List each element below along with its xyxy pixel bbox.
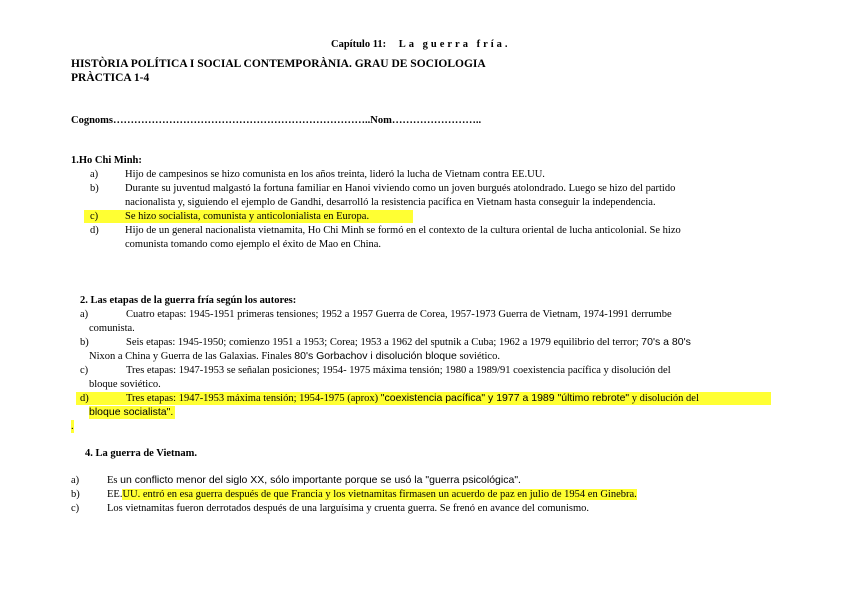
surname-field[interactable]: ……………………………………………………………….. [113,115,371,126]
q2-option-b-text-1-serif: Seis etapas: 1945-1950; comienzo 1951 a 1953; Corea; 1953 a 1962 del sputnik a Cuba; 1962 a 1979 equilibrio del terror; [126,337,642,348]
q1-option-d-text-2: comunista tomando como ejemplo el éxito de Mao en China. [125,239,382,250]
q2-option-b-label: b) [80,337,89,348]
surname-label: Cognoms [71,115,114,126]
q1-option-b-text-1: Durante su juventud malgastó la fortuna familiar en Hanoi viviendo como un joven burgués atolondrado. Luego se hizo del partido [125,183,676,194]
q1-option-c-text: Se hizo socialista, comunista y anticolonialista en Europa. [125,211,370,222]
chapter-topic: La guerra fría. [398,39,511,50]
q4-option-c-text: Los vietnamitas fueron derrotados después de una larguísima y cruenta guerra. Se frenó en avance del comunismo. [107,503,590,514]
q2-option-a-text-2: comunista. [89,323,135,334]
q1-option-b-text-2: nacionalista y, siguiendo el ejemplo de Gandhi, desarrolló la resistencia pacífica en Vietnam hasta conseguir la independencia. [125,197,656,208]
q2-option-d-text-1-sans: "coexistencia pacífica" y 1977 a 1989 "último rebrote" [380,392,630,404]
q4-option-a-text-start: Es [107,475,121,486]
q1-option-a-text: Hijo de campesinos se hizo comunista en los años treinta, lideró la lucha de Vietnam contra EE.UU. [125,169,545,180]
q2-option-b-text-1-sans: 70's a 80's [641,336,691,348]
chapter-number: Capítulo 11: [331,39,387,50]
q2-option-b-text-1 [126,336,691,349]
q2-option-d-text-1 [126,392,699,405]
q2-option-a-text-1: Cuatro etapas: 1945-1951 primeras tensiones; 1952 a 1957 Guerra de Corea, 1957-1973 Guerra de Vietnam, 1974-1991 derrumbe [126,309,672,320]
q4-title: 4. La guerra de Vietnam. [85,448,197,459]
q2-option-a-label: a) [80,309,89,320]
q1-title: 1.Ho Chi Minh: [71,155,142,166]
name-label: Nom [370,115,392,126]
q4-option-a-text-end: . [518,475,521,486]
q4-option-a-text [107,474,521,487]
q1-option-b-label: b) [90,183,99,194]
q4-option-c-label: c) [71,503,80,514]
q2-option-b-text-2-serif: Nixon a China y Guerra de las Galaxias. Finales [89,351,295,362]
q1-option-c-label: c) [84,210,413,223]
q2-option-c-label: c) [80,365,89,376]
q2-option-d-label: d) [76,392,771,405]
stray-period: . [71,421,74,432]
q2-option-c-text-1: Tres etapas: 1947-1953 se señalan posiciones; 1954- 1975 máxima tensión; 1980 a 1989/91 coexistencia pacífica y disolución del [126,365,671,376]
q4-option-a-text-sans: un conflicto menor del siglo XX, sólo importante porque se usó la "guerra psicológica" [120,474,519,486]
q4-option-a-label: a) [71,475,80,486]
q2-option-b-text-2-sans: 80's Gorbachov i disolución bloque [294,350,457,362]
q1-option-a-label: a) [90,169,99,180]
q1-option-d-label: d) [90,225,99,236]
q1-option-d-text-1: Hijo de un general nacionalista vietnamita, Ho Chi Minh se formó en el contexto de la cultura oriental de lucha anticolonial. Se hizo [125,225,681,236]
q2-option-d-text-2-sans: bloque socialista". [89,406,174,418]
course-title: HISTÒRIA POLÍTICA I SOCIAL CONTEMPORÀNIA. GRAU DE SOCIOLOGIA [71,58,486,70]
q2-option-d-text-1-serif: Tres etapas: 1947-1953 máxima tensión; 1954-1975 (aprox) [126,393,381,404]
q2-option-b-text-2 [89,350,500,363]
q4-option-b-text-highlight: UU. entró en esa guerra después de que Francia y los vietnamitas firmasen un acuerdo de paz en julio de 1954 en Ginebra. [122,489,637,500]
q2-title: 2. Las etapas de la guerra fría según los autores: [80,295,297,306]
q2-option-b-text-2-tail: soviético. [456,351,500,362]
q2-option-d-text-1-tail: y disolución del [629,393,699,404]
chapter-heading [331,38,511,51]
q2-option-c-text-2: bloque soviético. [89,379,161,390]
name-field[interactable]: …………………….. [391,115,482,126]
practice-title: PRÀCTICA 1-4 [71,72,150,84]
q4-option-b-text-start: EE. [107,489,123,500]
q2-option-d-text-2 [89,406,175,419]
q4-option-b-text [107,488,637,501]
q4-option-b-label: b) [71,489,80,500]
student-name-line [71,114,481,127]
